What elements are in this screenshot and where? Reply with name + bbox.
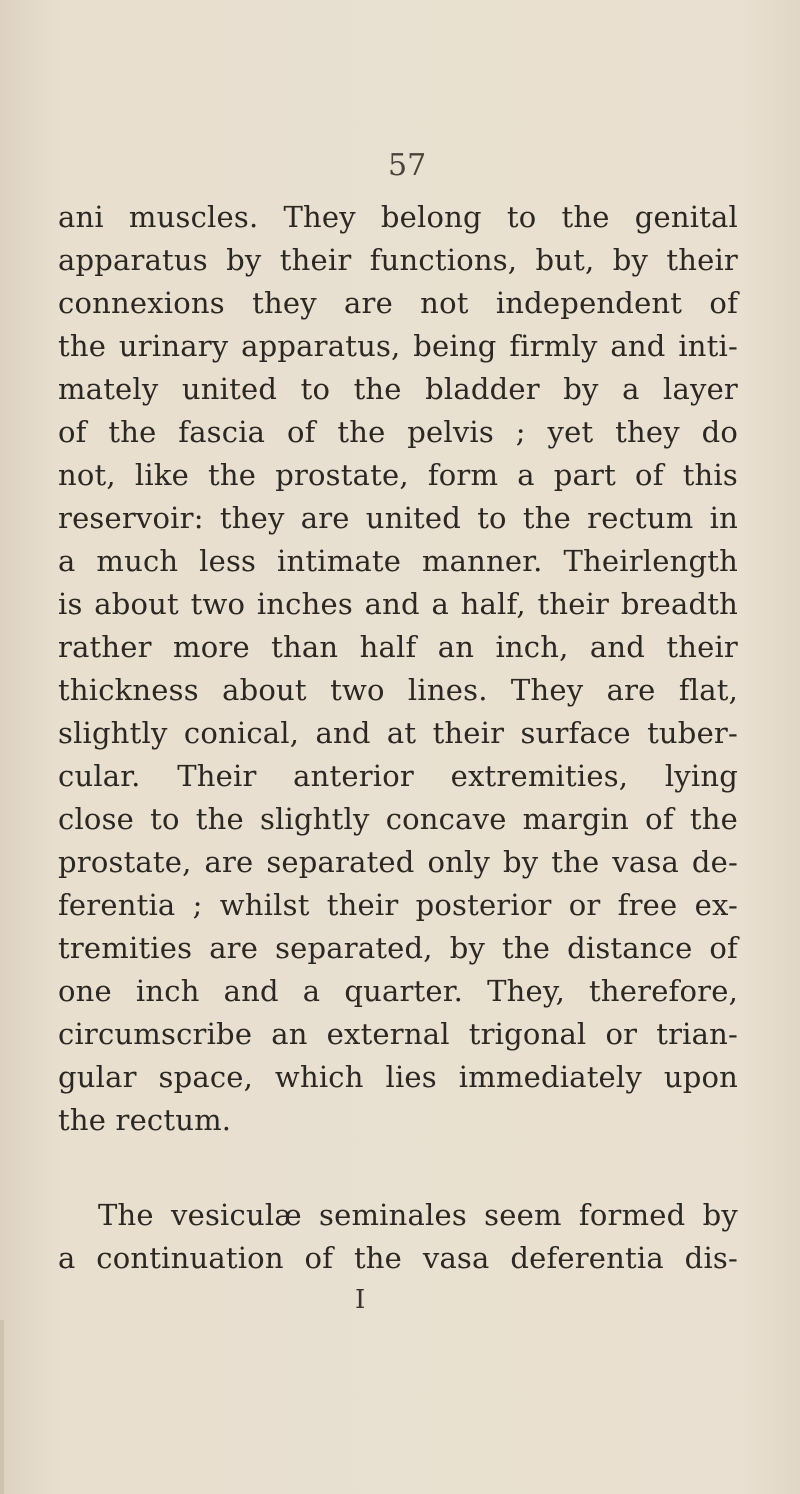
text-line: the urinary apparatus, being firmly and inti-	[58, 329, 738, 363]
page-number: 57	[388, 148, 427, 183]
text-line: ani muscles. They belong to the genital	[58, 200, 738, 234]
text-line: not, like the prostate, form a part of this	[58, 458, 738, 492]
text-line: one inch and a quarter. They, therefore,	[58, 974, 738, 1008]
text-line: prostate, are separated only by the vasa de-	[58, 845, 738, 879]
page-edge-shadow	[0, 1320, 4, 1494]
text-line: the rectum.	[58, 1103, 232, 1137]
text-line: a continuation of the vasa deferentia dis-	[58, 1241, 738, 1275]
text-line: is about two inches and a half, their breadth	[58, 587, 738, 621]
text-line: cular. Their anterior extremities, lying	[58, 759, 738, 793]
text-line: apparatus by their functions, but, by their	[58, 243, 738, 277]
text-line: gular space, which lies immediately upon	[58, 1060, 738, 1094]
text-line: close to the slightly concave margin of the	[58, 802, 738, 836]
text-line: slightly conical, and at their surface tuber-	[58, 716, 738, 750]
signature-mark: I	[355, 1285, 366, 1315]
text-line: circumscribe an external trigonal or trian-	[58, 1017, 738, 1051]
text-line: The vesiculæ seminales seem formed by	[98, 1198, 738, 1232]
text-line: tremities are separated, by the distance of	[58, 931, 738, 965]
text-line: mately united to the bladder by a layer	[58, 372, 738, 406]
text-line: connexions they are not independent of	[58, 286, 738, 320]
text-line: rather more than half an inch, and their	[58, 630, 738, 664]
text-line: thickness about two lines. They are flat,	[58, 673, 738, 707]
text-line: of the fascia of the pelvis ; yet they do	[58, 415, 738, 449]
text-line: ferentia ; whilst their posterior or free ex-	[58, 888, 738, 922]
text-line: reservoir: they are united to the rectum in	[58, 501, 738, 535]
text-line: a much less intimate manner. Theirlength	[58, 544, 738, 578]
